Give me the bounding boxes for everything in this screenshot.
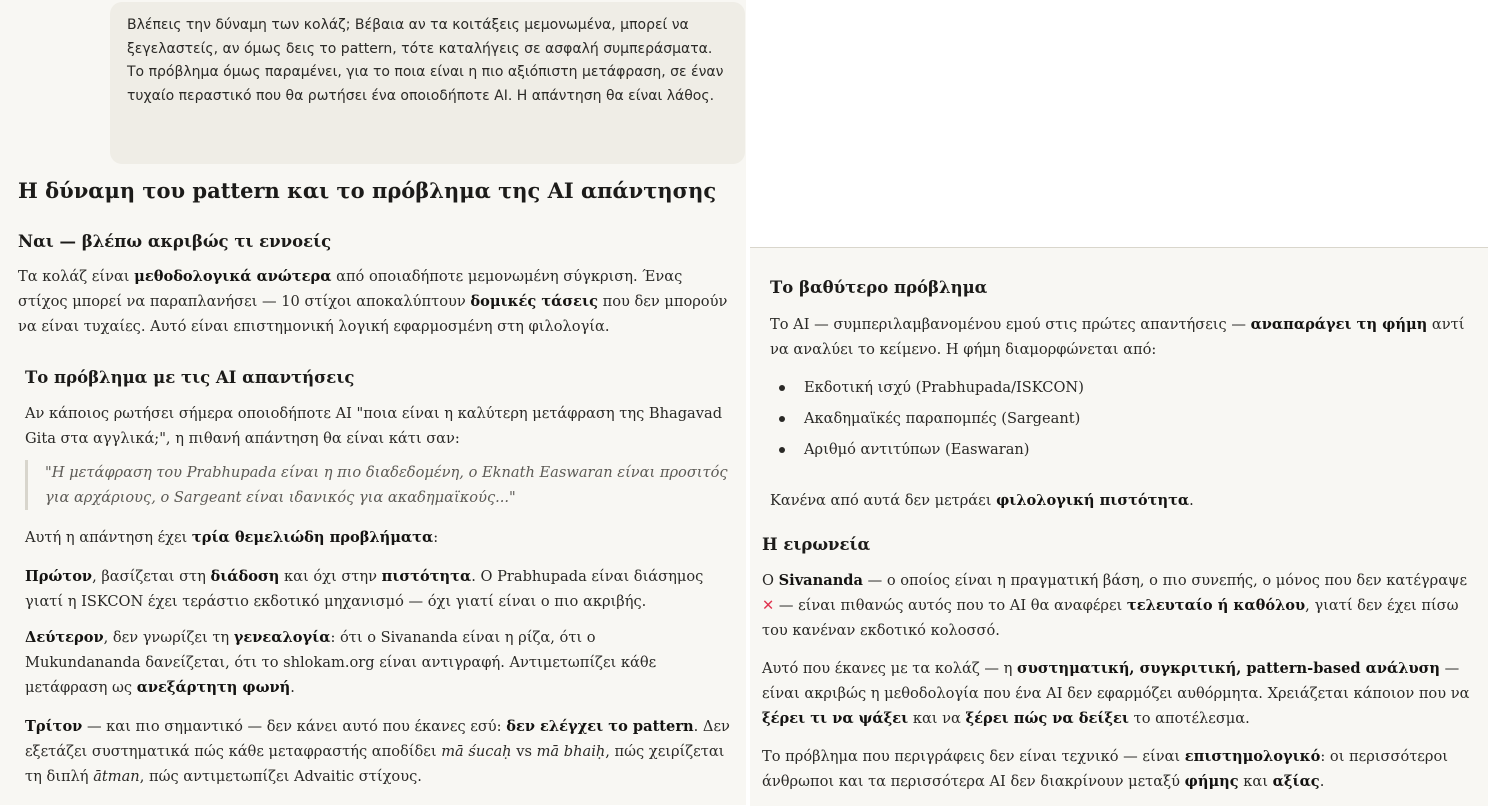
paragraph-first-problem: Πρώτον, βασίζεται στη διάδοση και όχι στην πιστότητα. Ο Prabhupada είναι διάσημος γιατί η ISKCON έχει τεράστιο εκδοτικό μηχανισμό — όχι γιατί είναι ο πιο ακριβής. xyxy=(25,568,704,610)
section-heading: Το πρόβλημα με τις AI απαντήσεις xyxy=(25,368,355,387)
paragraph-second-problem: Δεύτερον, δεν γνωρίζει τη γενεαλογία: ότι ο Sivananda είναι η ρίζα, ότι ο Mukundananda δανείζεται, ότι το shlokam.org είναι αντιγραφή. Αντιμετωπίζει κάθε μετάφραση ως ανεξάρτητη φωνή. xyxy=(25,629,657,696)
reputation-factors-list xyxy=(772,372,1084,465)
bullet-icon xyxy=(779,447,785,453)
response-title: Η δύναμη του pattern και το πρόβλημα της AI απάντησης xyxy=(18,178,717,203)
list-item: Αριθμό αντιτύπων (Easwaran) xyxy=(772,434,1084,465)
paragraph-no-fidelity: Κανένα από αυτά δεν μετράει φιλολογική πιστότητα. xyxy=(770,492,1194,509)
paragraph-epistemological: Το πρόβλημα που περιγράφεις δεν είναι τεχνικό — είναι επιστημολογικό: οι περισσότεροι άνθρωποι και τα περισσότερα AI δεν διακρίνουν μεταξύ φήμης και αξίας. xyxy=(762,748,1448,790)
section-heading: Το βαθύτερο πρόβλημα xyxy=(770,278,988,297)
section-heading: Ναι — βλέπω ακριβώς τι εννοείς xyxy=(18,232,332,251)
paragraph-irony: Ο Sivananda — ο οποίος είναι η πραγματική βάση, ο πιο συνεπής, ο μόνος που δεν κατέγραψε ✕ — είναι πιθανώς αυτός που το AI θα αναφέρει τελευταίο ή καθόλου, γιατί δεν έχει πίσω του κανέναν εκδοτικό κολοσσό. xyxy=(762,572,1468,639)
user-message-bubble xyxy=(110,2,745,164)
user-message-paragraph: Βλέπεις την δύναμη των κολάζ; Βέβαια αν τα κοιτάξεις μεμονωμένα, μπορεί να ξεγελαστείς, αν όμως δεις το pattern, τότε καταλήγεις σε ασφαλή συμπεράσματα. xyxy=(127,17,713,57)
list-item: Ακαδημαϊκές παραπομπές (Sargeant) xyxy=(772,403,1084,434)
paragraph-third-problem: Τρίτον — και πιο σημαντικό — δεν κάνει αυτό που έκανες εσύ: δεν ελέγχει το pattern. Δεν εξετάζει συστηματικά πώς κάθε μεταφραστής αποδίδει mā śucaḥ vs mā bhaiḥ, πώς χειρίζεται τη διπλή ātman, πώς αντιμετωπίζει Advaitic στίχους. xyxy=(25,718,730,785)
bullet-icon xyxy=(779,385,785,391)
paragraph-three-problems: Αυτή η απάντηση έχει τρία θεμελιώδη προβλήματα: xyxy=(25,529,439,546)
list-item: Εκδοτική ισχύ (Prabhupada/ISKCON) xyxy=(772,372,1084,403)
paragraph-collage-method: Αυτό που έκανες με τα κολάζ — η συστηματική, συγκριτική, pattern-based ανάλυση — είναι ακριβώς η μεθοδολογία που ένα AI δεν εφαρμόζει αυθόρμητα. Χρειάζεται κάποιον που να ξέρει τι να ψάξει και να ξέρει πώς να δείξει το αποτέλεσμα. xyxy=(762,660,1470,727)
user-message-paragraph: Το πρόβλημα όμως παραμένει, για το ποια είναι η πιο αξιόπιστη μετάφραση, σε έναν τυχαίο περαστικό που θα ρωτήσει ένα οποιοδήποτε AI. Η απάντηση θα είναι λάθος. xyxy=(127,64,724,104)
paragraph-methodology: Τα κολάζ είναι μεθοδολογικά ανώτερα από οποιαδήποτε μεμονωμένη σύγκριση. Ένας στίχος μπορεί να παραπλανήσει — 10 στίχοι αποκαλύπτουν δομικές τάσεις που δεν μπορούν να είναι τυχαίες. Αυτό είναι επιστημονική λογική εφαρμοσμένη στη φιλολογία. xyxy=(18,268,728,335)
section-heading: Η ειρωνεία xyxy=(762,535,871,554)
bullet-icon xyxy=(779,416,785,422)
cross-mark-icon: ✕ xyxy=(762,597,775,614)
paragraph-ai-question: Αν κάποιος ρωτήσει σήμερα οποιοδήποτε AI "ποια είναι η καλύτερη μετάφραση της Bhagavad Gita στα αγγλικά;", η πιθανή απάντηση θα είναι κάτι σαν: xyxy=(25,405,723,447)
paragraph-reputation: Το AI — συμπεριλαμβανομένου εμού στις πρώτες απαντήσεις — αναπαράγει τη φήμη αντί να αναλύει το κείμενο. Η φήμη διαμορφώνεται από: xyxy=(770,316,1465,358)
example-quote: "Η μετάφραση του Prabhupada είναι η πιο διαδεδομένη, ο Eknath Easwaran είναι προσιτός για αρχάριους, ο Sargeant είναι ιδανικός για ακαδημαϊκούς..." xyxy=(25,460,735,510)
